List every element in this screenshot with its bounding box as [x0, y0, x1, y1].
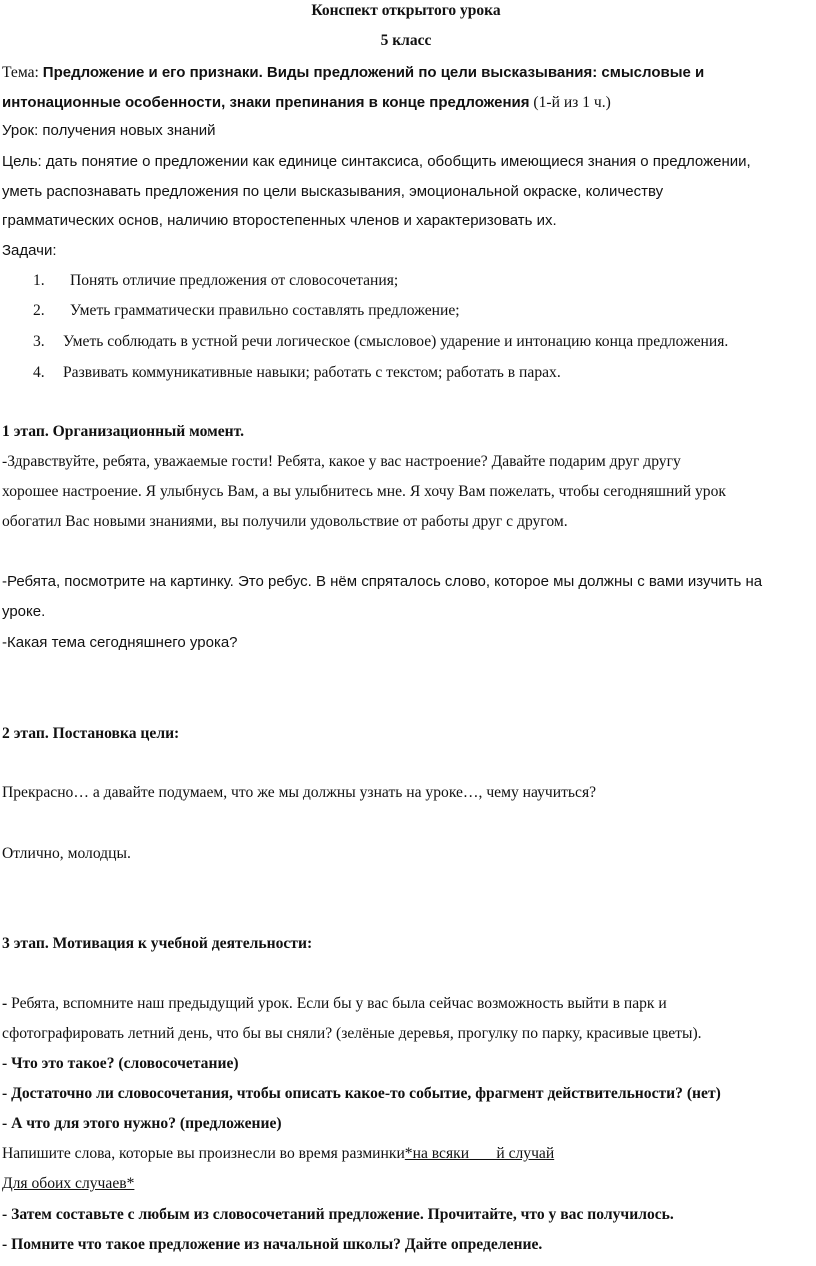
topic-text-2: интонационные особенности, знаки препинания в конце предложения: [2, 94, 530, 111]
question-1: - Что это такое? (словосочетание): [2, 1055, 239, 1072]
task-text: Понять отличие предложения от словосочетания;: [70, 272, 399, 289]
both-cases-text: Для обоих случаев*: [2, 1175, 135, 1192]
task-number: 1.: [33, 272, 45, 289]
grade-label: 5 класс: [380, 32, 432, 49]
write-underlined-text: *на всяки й случай: [404, 1145, 555, 1162]
write-instruction: [2, 1144, 554, 1164]
stage1-heading: 1 этап. Организационный момент.: [2, 423, 244, 440]
topic-text-1: Предложение и его признаки. Виды предложений по цели высказывания: смысловые и: [42, 64, 705, 81]
question-5: - Помните что такое предложение из начальной школы? Дайте определение.: [2, 1236, 543, 1253]
stage1-question: -Какая тема сегодняшнего урока?: [2, 634, 238, 651]
stage3-p1-text: Ребята, вспомните наш предыдущий урок. Если бы у вас была сейчас возможность выйти в парк и: [7, 995, 667, 1012]
question-4: - Затем составьте с любым из словосочетаний предложение. Прочитайте, что у вас получилось.: [2, 1206, 674, 1223]
stage1-p1-line2: хорошее настроение. Я улыбнусь Вам, а вы улыбнитесь мне. Я хочу Вам пожелать, чтобы сегодняшний урок: [2, 483, 726, 500]
topic-line-2: [2, 93, 611, 113]
task-number: 2.: [33, 302, 45, 319]
document-title: Конспект открытого урока: [311, 2, 501, 19]
dash: -: [2, 995, 8, 1012]
topic-hours: (1-й из 1 ч.): [529, 94, 611, 111]
task-text: Уметь соблюдать в устной речи логическое (смысловое) ударение и интонацию конца предложения.: [63, 333, 729, 350]
goal-line-1: Цель: дать понятие о предложении как единице синтаксиса, обобщить имеющиеся знания о предложении,: [2, 153, 751, 170]
stage2-p2: Отлично, молодцы.: [2, 845, 131, 862]
topic-line-1: [2, 63, 704, 83]
stage3-heading: 3 этап. Мотивация к учебной деятельности:: [2, 935, 313, 952]
goal-line-3: грамматических основ, наличию второстепенных членов и характеризовать их.: [2, 212, 557, 229]
write-text: Напишите слова, которые вы произнесли во время разминки: [2, 1145, 405, 1162]
stage1-p2-line1: -Ребята, посмотрите на картинку. Это ребус. В нём спряталось слово, которое мы должны с вами изучить на: [2, 573, 763, 590]
stage1-p2-line2: уроке.: [2, 603, 46, 620]
task-number: 4.: [33, 364, 45, 381]
topic-label: Тема:: [2, 64, 43, 81]
stage3-p1-line2: сфотографировать летний день, что бы вы сняли? (зелёные деревья, прогулку по парку, красивые цветы).: [2, 1025, 702, 1042]
stage2-p1: Прекрасно… а давайте подумаем, что же мы должны узнать на уроке…, чему научиться?: [2, 784, 597, 801]
stage1-p1-line1: -Здравствуйте, ребята, уважаемые гости! Ребята, какое у вас настроение? Давайте подарим друг другу: [2, 453, 681, 470]
task-text: Развивать коммуникативные навыки; работать с текстом; работать в парах.: [63, 364, 561, 381]
lesson-type: Урок: получения новых знаний: [2, 122, 216, 139]
task-number: 3.: [33, 333, 45, 350]
question-3: - А что для этого нужно? (предложение): [2, 1115, 282, 1132]
stage2-heading: 2 этап. Постановка цели:: [2, 725, 180, 742]
question-2: - Достаточно ли словосочетания, чтобы описать какое-то событие, фрагмент действительности? (нет): [2, 1085, 721, 1102]
task-text: Уметь грамматически правильно составлять предложение;: [70, 302, 460, 319]
stage1-p1-line3: обогатил Вас новыми знаниями, вы получили удовольствие от работы друг с другом.: [2, 513, 568, 530]
stage3-p1-line1: [2, 994, 667, 1014]
goal-line-2: уметь распознавать предложения по цели высказывания, эмоциональной окраске, количеству: [2, 183, 664, 200]
tasks-label: Задачи:: [2, 242, 57, 259]
